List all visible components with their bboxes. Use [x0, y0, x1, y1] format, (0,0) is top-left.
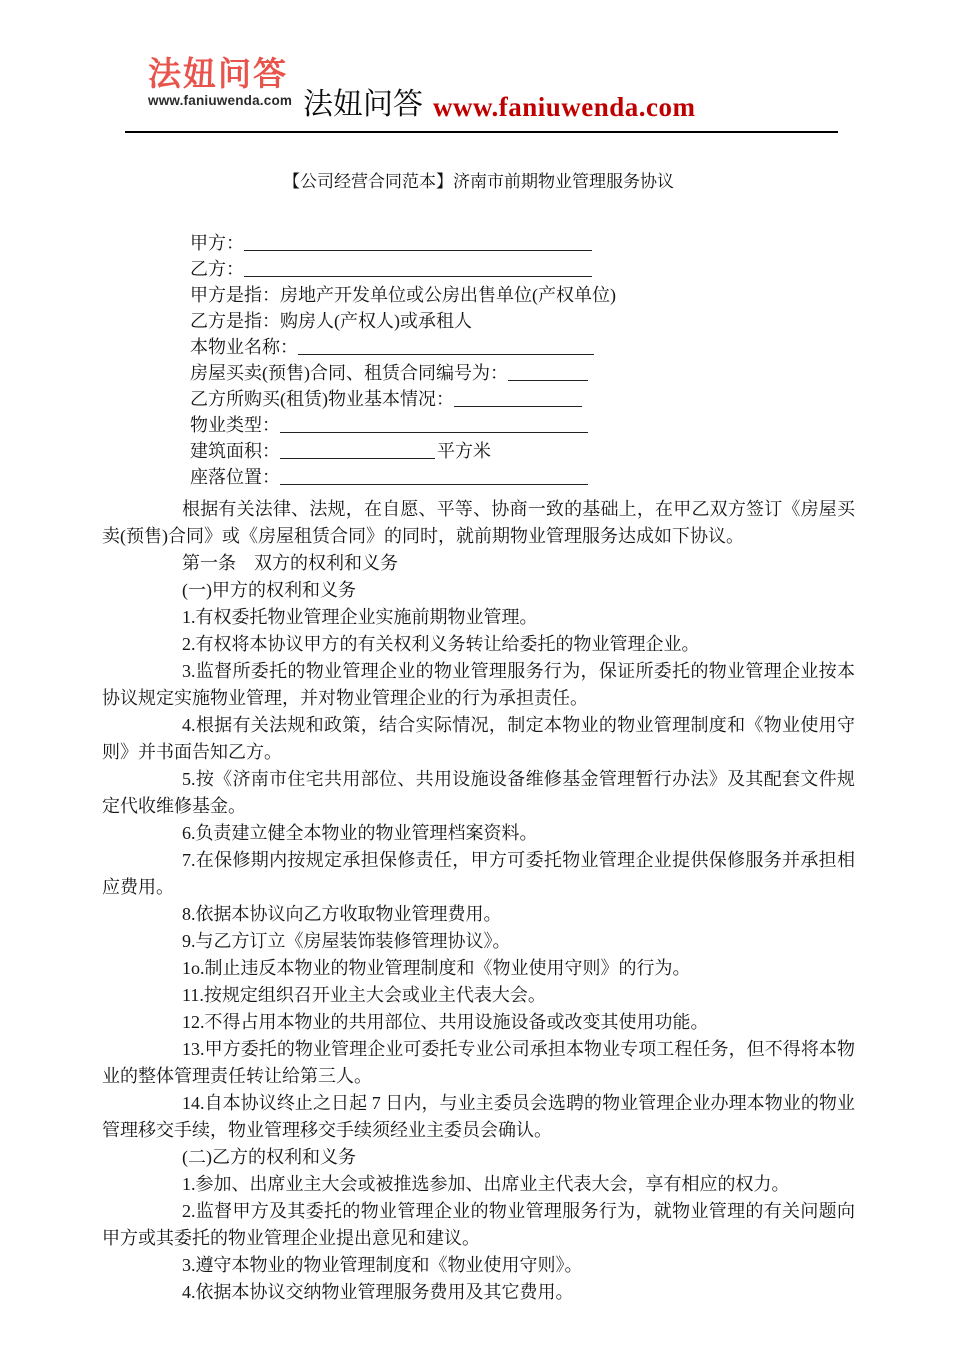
contract-paragraph: 2.有权将本协议甲方的有关权利义务转让给委托的物业管理企业。 — [182, 634, 700, 654]
contract-paragraph: 2.监督甲方及其委托的物业管理企业的物业管理服务行为，就物业管理的有关问题向甲方或其委托的物业管理企业提出意见和建议。 — [102, 1201, 855, 1248]
form-blank-line — [508, 377, 588, 381]
contract-paragraph: 6.负责建立健全本物业的物业管理档案资料。 — [182, 823, 538, 843]
logo-brand-text: 法妞问答 — [148, 55, 288, 92]
form-blank-line — [298, 351, 594, 355]
form-blank-line — [280, 429, 588, 433]
contract-paragraph: 3.监督所委托的物业管理企业的物业管理服务行为，保证所委托的物业管理企业按本协议规定实施物业管理，并对物业管理企业的行为承担责任。 — [102, 661, 855, 708]
form-field-label: 甲方： — [190, 233, 244, 253]
site-url-text: www.faniuwenda.com — [433, 92, 696, 122]
form-field-row — [190, 386, 855, 412]
contract-paragraph: 根据有关法律、法规，在自愿、平等、协商一致的基础上，在甲乙双方签订《房屋买卖(预售)合同》或《房屋租赁合同》的同时，就前期物业管理服务达成如下协议。 — [102, 499, 855, 546]
form-field-suffix: 平方米 — [437, 441, 491, 461]
form-field-row — [190, 334, 855, 360]
form-field-label: 物业类型： — [190, 415, 280, 435]
form-blank-line — [244, 247, 592, 251]
contract-paragraph: 12.不得占用本物业的共用部位、共用设施设备或改变其使用功能。 — [182, 1012, 709, 1032]
form-field-row — [190, 360, 855, 386]
logo-website-url: www.faniuwenda.com — [148, 92, 293, 108]
form-field-label: 本物业名称： — [190, 337, 298, 357]
contract-paragraph: 5.按《济南市住宅共用部位、共用设施设备维修基金管理暂行办法》及其配套文件规定代收维修基金。 — [102, 769, 855, 816]
form-field-row — [190, 282, 855, 308]
header-divider — [125, 131, 838, 133]
contract-form-section — [102, 230, 855, 490]
contract-paragraph: 13.甲方委托的物业管理企业可委托专业公司承担本物业专项工程任务，但不得将本物业的整体管理责任转让给第三人。 — [102, 1039, 855, 1086]
form-field-label: 乙方： — [190, 259, 244, 279]
contract-paragraph: 14.自本协议终止之日起 7 日内，与业主委员会选聘的物业管理企业办理本物业的物业管理移交手续，物业管理移交手续须经业主委员会确认。 — [102, 1093, 855, 1140]
form-field-row — [190, 438, 855, 464]
form-field-row — [190, 412, 855, 438]
contract-paragraph: 1.参加、出席业主大会或被推选参加、出席业主代表大会，享有相应的权力。 — [182, 1174, 790, 1194]
contract-paragraph: 7.在保修期内按规定承担保修责任，甲方可委托物业管理企业提供保修服务并承担相应费用。 — [102, 850, 855, 897]
form-blank-line — [244, 273, 592, 277]
contract-paragraph: 4.依据本协议交纳物业管理服务费用及其它费用。 — [182, 1282, 574, 1302]
contract-paragraph: (一)甲方的权利和义务 — [182, 580, 356, 600]
form-blank-line — [280, 455, 435, 459]
form-field-row — [190, 308, 855, 334]
contract-paragraph: 11.按规定组织召开业主大会或业主代表大会。 — [182, 985, 546, 1005]
form-field-label: 乙方所购买(租赁)物业基本情况： — [190, 389, 454, 409]
form-field-row — [190, 464, 855, 490]
form-field-row — [190, 230, 855, 256]
contract-document — [102, 170, 855, 1306]
contract-paragraph: 第一条 双方的权利和义务 — [182, 553, 398, 573]
form-field-label: 甲方是指：房地产开发单位或公房出售单位(产权单位) — [190, 285, 616, 305]
form-field-label: 建筑面积： — [190, 441, 280, 461]
form-field-row — [190, 256, 855, 282]
contract-paragraph: 1o.制止违反本物业的物业管理制度和《物业使用守则》的行为。 — [182, 958, 691, 978]
contract-paragraph: 4.根据有关法规和政策，结合实际情况，制定本物业的物业管理制度和《物业使用守则》并书面告知乙方。 — [102, 715, 855, 762]
contract-title: 【公司经营合同范本】济南市前期物业管理服务协议 — [283, 172, 674, 191]
site-logo — [148, 57, 292, 108]
form-field-label: 座落位置： — [190, 467, 280, 487]
site-name-text: 法妞问答 — [303, 88, 423, 121]
form-blank-line — [454, 403, 582, 407]
contract-body-section — [102, 496, 855, 1306]
form-field-label: 房屋买卖(预售)合同、租赁合同编号为： — [190, 363, 508, 383]
contract-paragraph: (二)乙方的权利和义务 — [182, 1147, 356, 1167]
contract-paragraph: 3.遵守本物业的物业管理制度和《物业使用守则》。 — [182, 1255, 583, 1275]
form-field-label: 乙方是指：购房人(产权人)或承租人 — [190, 311, 472, 331]
form-blank-line — [280, 481, 588, 485]
contract-paragraph: 9.与乙方订立《房屋装饰装修管理协议》。 — [182, 931, 511, 951]
contract-paragraph: 1.有权委托物业管理企业实施前期物业管理。 — [182, 607, 538, 627]
contract-paragraph: 8.依据本协议向乙方收取物业管理费用。 — [182, 904, 502, 924]
